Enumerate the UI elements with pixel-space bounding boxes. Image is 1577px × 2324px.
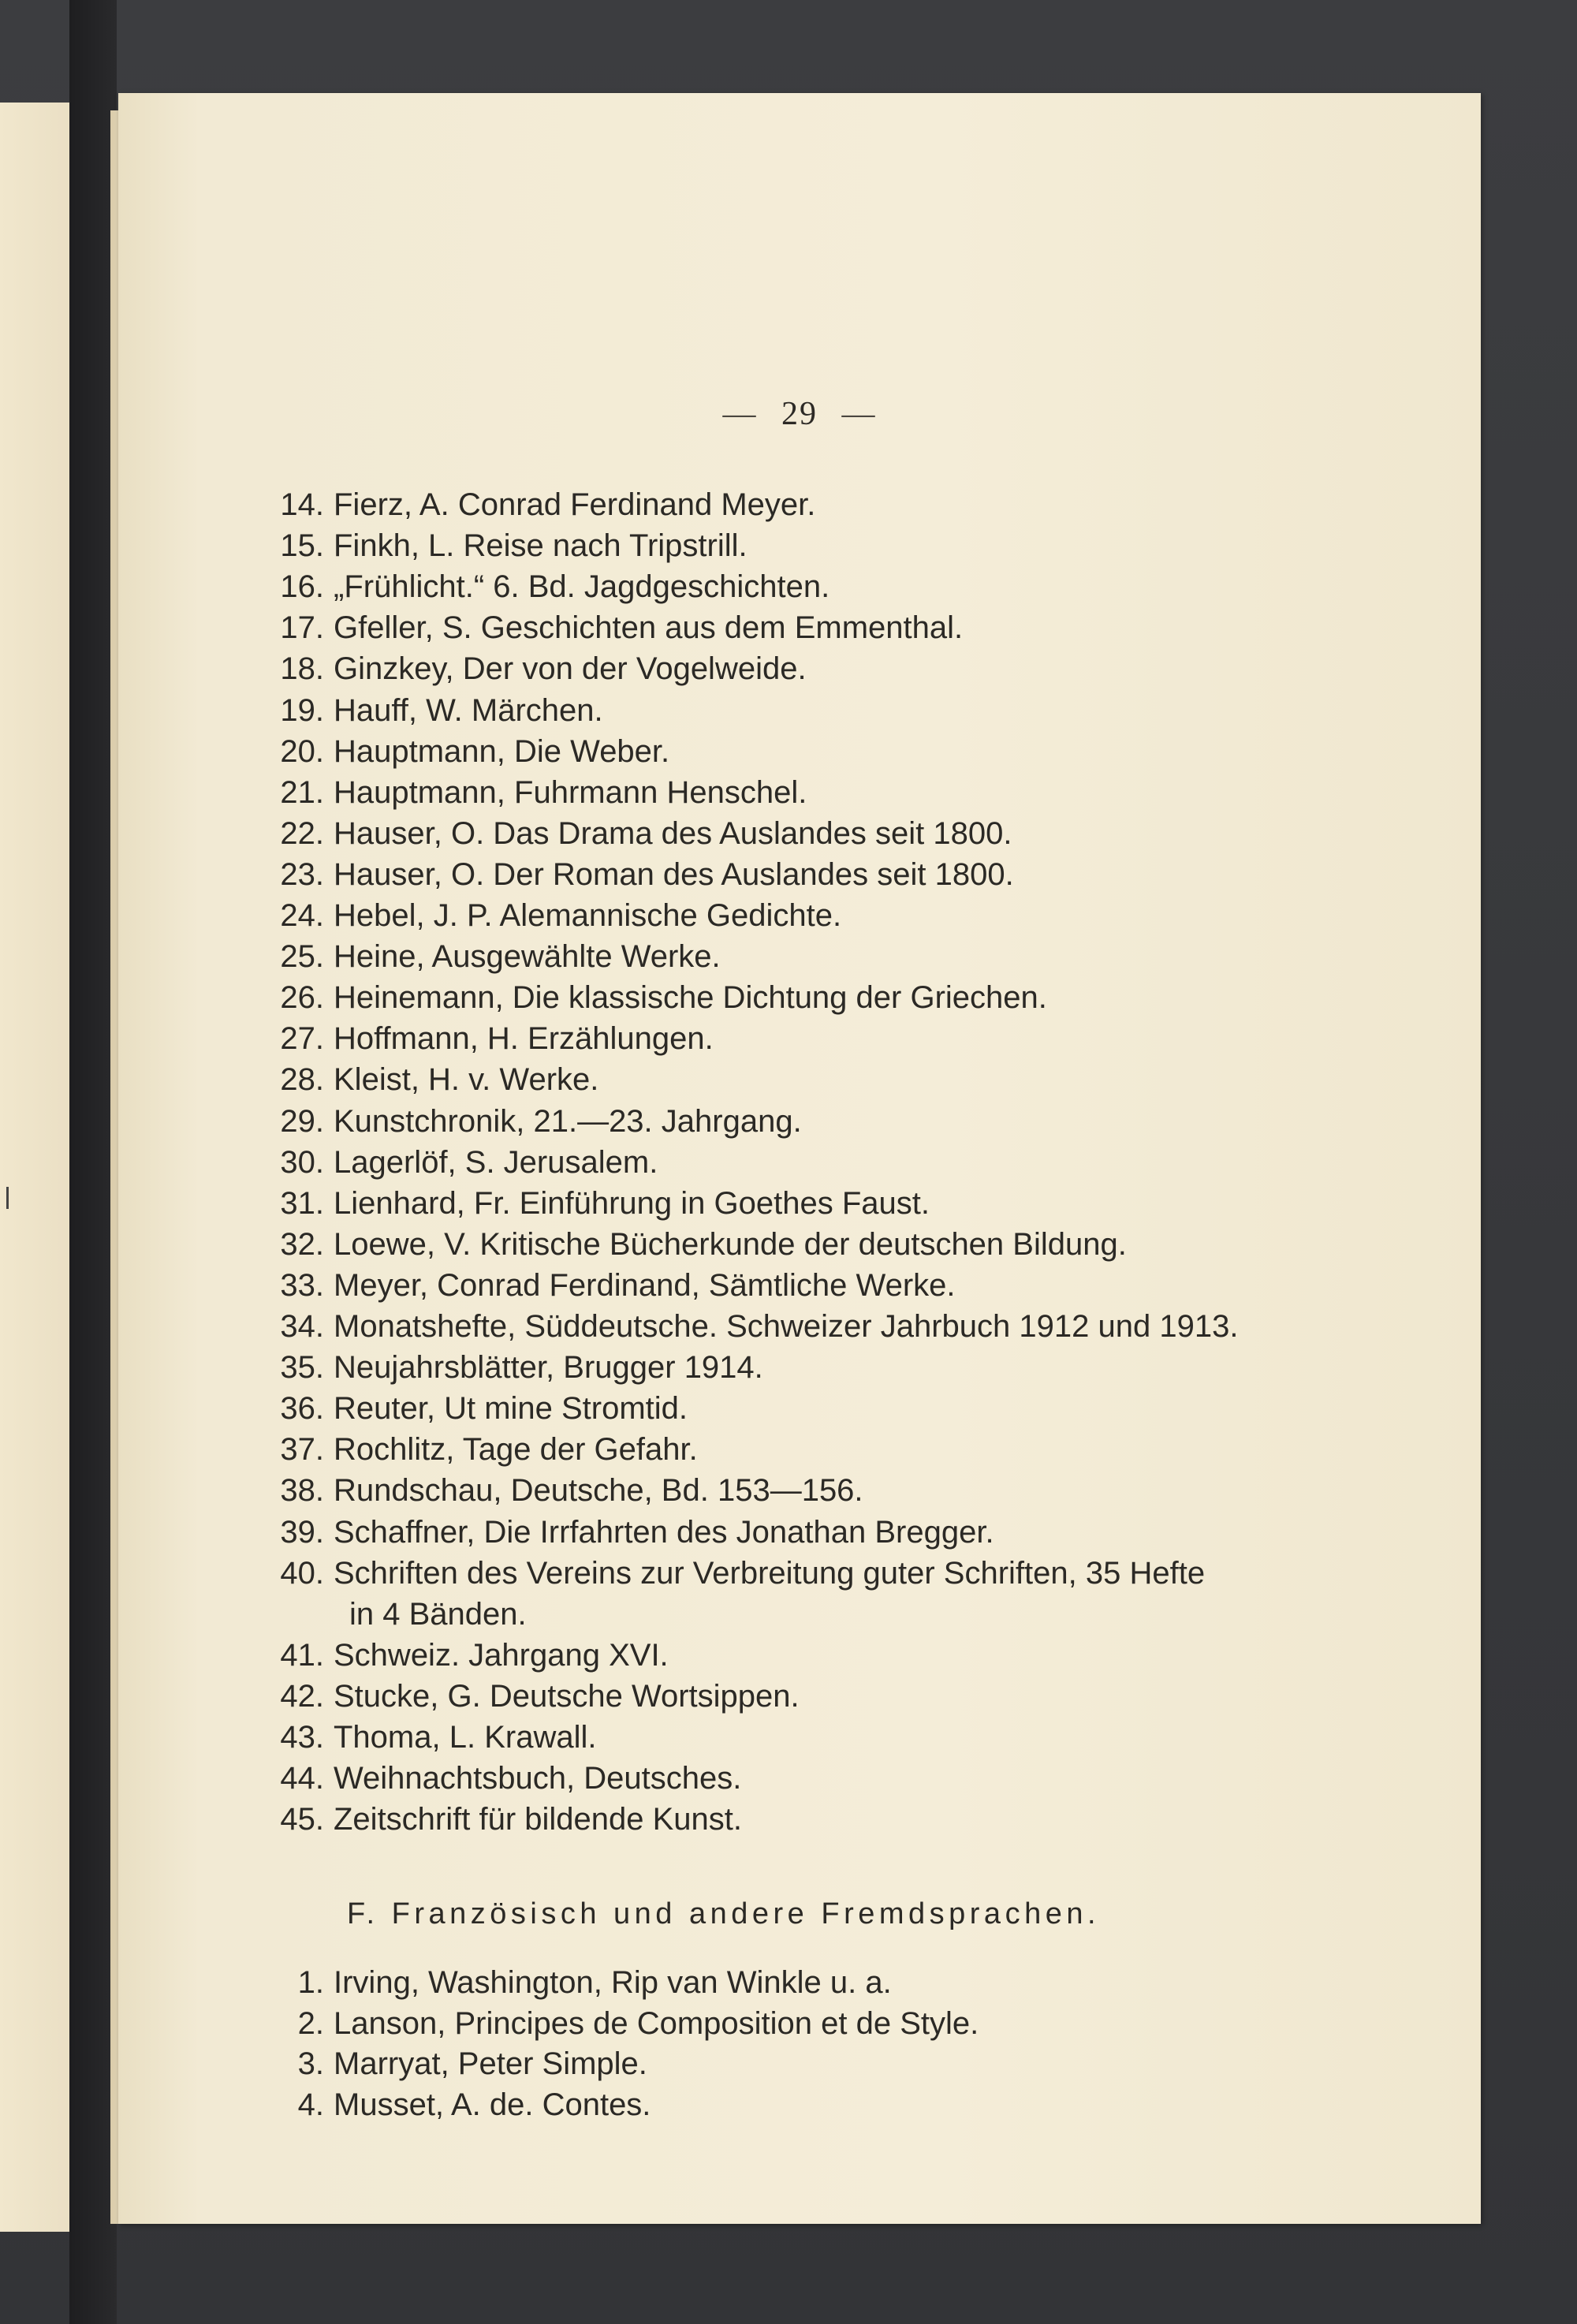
list-item-number: 4. xyxy=(297,2087,324,2122)
previous-page-mark xyxy=(6,1187,9,1209)
list-item-text: Lienhard, Fr. Einführung in Goethes Faust. xyxy=(334,1185,930,1221)
list-item-text: Monatshefte, Süddeutsche. Schweizer Jahrbuch 1912 und 1913. xyxy=(334,1309,1239,1344)
list-item-number: 42. xyxy=(280,1678,324,1714)
list-item-text: Reuter, Ut mine Stromtid. xyxy=(334,1391,688,1427)
list-item-text: Neujahrsblätter, Brugger 1914. xyxy=(334,1350,763,1386)
list-item-text: Heinemann, Die klassische Dichtung der Griechen. xyxy=(334,980,1047,1016)
page-number-dash-right: — xyxy=(841,396,877,432)
list-item-text: Hauser, O. Der Roman des Auslandes seit 1800. xyxy=(334,856,1014,892)
book-page xyxy=(118,93,1481,2224)
list-item-text: Hoffmann, H. Erzählungen. xyxy=(334,1021,714,1057)
list-item-text: Lagerlöf, S. Jerusalem. xyxy=(334,1144,658,1180)
list-item-number: 34. xyxy=(280,1309,324,1344)
list-item-text: Hauser, O. Das Drama des Auslandes seit 1800. xyxy=(334,815,1012,851)
list-item-number: 16. xyxy=(280,569,324,605)
section-heading: F. Französisch und andere Fremdsprachen. xyxy=(347,1897,1101,1930)
list-item-number: 19. xyxy=(280,692,324,728)
list-item-text: Stucke, G. Deutsche Wortsippen. xyxy=(334,1678,800,1714)
list-item-number: 28. xyxy=(280,1062,324,1098)
list-item-text: Weihnachtsbuch, Deutsches. xyxy=(334,1761,742,1796)
list-item-number: 26. xyxy=(280,980,324,1016)
list-item-number: 1. xyxy=(297,1965,324,2000)
list-item-text: Meyer, Conrad Ferdinand, Sämtliche Werke. xyxy=(334,1267,956,1303)
list-item-text: Hebel, J. P. Alemannische Gedichte. xyxy=(334,898,842,933)
list-item-text: Thoma, L. Krawall. xyxy=(334,1720,597,1755)
list-item-text: Rundschau, Deutsche, Bd. 153—156. xyxy=(334,1473,863,1509)
page-number-header xyxy=(118,395,1481,433)
list-item-number: 40. xyxy=(280,1555,324,1591)
list-item-text: Finkh, L. Reise nach Tripstrill. xyxy=(334,528,747,564)
list-item-text: Kleist, H. v. Werke. xyxy=(334,1062,599,1098)
list-item-number: 20. xyxy=(280,733,324,769)
previous-page-edge xyxy=(0,103,73,2232)
list-item-text: Rochlitz, Tage der Gefahr. xyxy=(334,1432,698,1468)
list-item-text: Heine, Ausgewählte Werke. xyxy=(334,939,721,975)
list-item-text: Hauptmann, Die Weber. xyxy=(334,733,670,769)
list-item-text: Hauff, W. Märchen. xyxy=(334,692,603,728)
list-item-number: 27. xyxy=(280,1021,324,1057)
list-item-number: 44. xyxy=(280,1761,324,1796)
list-item-text: „Frühlicht.“ 6. Bd. Jagdgeschichten. xyxy=(334,569,830,605)
list-item-number: 36. xyxy=(280,1391,324,1427)
list-item-text: Musset, A. de. Contes. xyxy=(334,2087,651,2122)
list-item-number: 43. xyxy=(280,1720,324,1755)
list-item-number: 18. xyxy=(280,651,324,687)
list-item-number: 35. xyxy=(280,1350,324,1386)
list-item-number: 41. xyxy=(280,1637,324,1673)
list-item-number: 32. xyxy=(280,1226,324,1262)
list-item-number: 2. xyxy=(297,2005,324,2041)
list-item-number: 14. xyxy=(280,487,324,522)
list-item-text: Irving, Washington, Rip van Winkle u. a. xyxy=(334,1965,892,2000)
list-item-text: Kunstchronik, 21.—23. Jahrgang. xyxy=(334,1103,802,1139)
list-item-number: 17. xyxy=(280,610,324,646)
list-item-number: 33. xyxy=(280,1267,324,1303)
list-item-number: 30. xyxy=(280,1144,324,1180)
list-item-number: 39. xyxy=(280,1514,324,1550)
list-item-text: Ginzkey, Der von der Vogelweide. xyxy=(334,651,807,687)
page-number: 29 xyxy=(781,396,818,432)
list-item-text: Schweiz. Jahrgang XVI. xyxy=(334,1637,669,1673)
list-item-number: 21. xyxy=(280,774,324,810)
page-number-dash-left: — xyxy=(722,396,758,432)
list-item-number: 3. xyxy=(297,2046,324,2081)
list-item-number: 45. xyxy=(280,1802,324,1837)
list-item-number: 22. xyxy=(280,815,324,851)
list-item-number: 37. xyxy=(280,1432,324,1468)
list-item-text: Gfeller, S. Geschichten aus dem Emmenthal. xyxy=(334,610,964,646)
list-item-number: 15. xyxy=(280,528,324,564)
list-item-text: Fierz, A. Conrad Ferdinand Meyer. xyxy=(334,487,816,522)
list-item-text: Loewe, V. Kritische Bücherkunde der deutschen Bildung. xyxy=(334,1226,1127,1262)
list-item-number: 25. xyxy=(280,939,324,975)
list-item-number: 38. xyxy=(280,1473,324,1509)
list-item-continuation-text: in 4 Bänden. xyxy=(349,1596,527,1632)
list-item-number: 24. xyxy=(280,898,324,933)
list-item-text: Hauptmann, Fuhrmann Henschel. xyxy=(334,774,807,810)
list-item-text: Schriften des Vereins zur Verbreitung guter Schriften, 35 Hefte xyxy=(334,1555,1206,1591)
list-item-number: 23. xyxy=(280,856,324,892)
book-spine xyxy=(69,0,117,2324)
list-item-text: Zeitschrift für bildende Kunst. xyxy=(334,1802,743,1837)
list-item-number: 29. xyxy=(280,1103,324,1139)
list-item-text: Schaffner, Die Irrfahrten des Jonathan Bregger. xyxy=(334,1514,994,1550)
list-item-text: Marryat, Peter Simple. xyxy=(334,2046,647,2081)
list-item-number: 31. xyxy=(280,1185,324,1221)
list-item-text: Lanson, Principes de Composition et de Style. xyxy=(334,2005,979,2041)
